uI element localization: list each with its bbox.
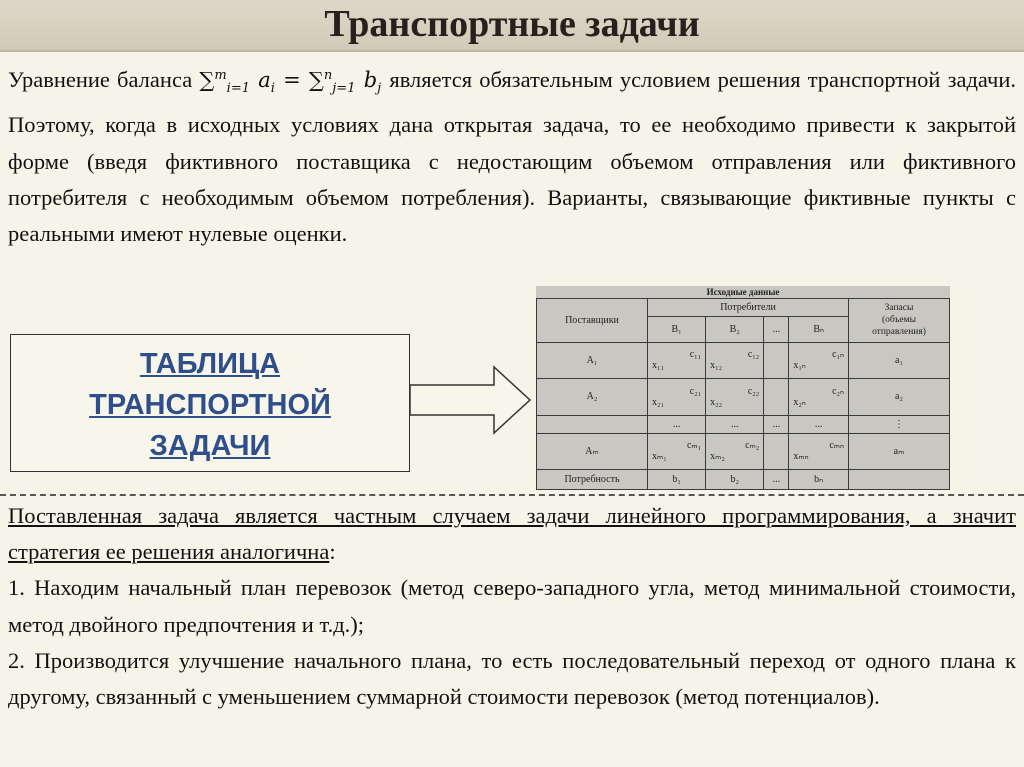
box-line-3: ЗАДАЧИ <box>149 430 271 462</box>
cost-cell <box>789 342 849 379</box>
stock-header-line: (объемы <box>881 315 917 325</box>
balance-formula <box>199 68 389 97</box>
plan-value: x₂₂ <box>710 396 723 408</box>
plan-value: x₂₁ <box>652 396 664 408</box>
cost-cell <box>706 433 764 470</box>
stock-value: aₘ <box>849 433 950 470</box>
sum-lower-limit: j=1 <box>332 81 356 97</box>
demand-value: ... <box>764 470 789 490</box>
strategy-statement: Поставленная задача является частным случаем задачи линейного программирования, а значит стратегия ее решения аналогична <box>8 503 1016 565</box>
variable-index: j <box>377 81 382 97</box>
cost-cell <box>764 342 789 379</box>
stock-value: ⋮ <box>849 415 950 433</box>
table-row <box>537 415 950 433</box>
table-row <box>537 342 950 379</box>
transport-table <box>536 286 950 490</box>
cost-cell <box>648 342 706 379</box>
intro-rest: является обязательным условием решения транспортной задачи. Поэтому, когда в исходных условиях дана открытая задача, то ее необходимо привести к закрытой форме (введя фиктивного поставщика с недостающим объемом отправления или фиктивного потребителя с необходимым объемом потребления). Варианты, связывающие фиктивные пункты с реальными имеют нулевые оценки. <box>8 67 1016 246</box>
plan-value: x₁₁ <box>652 360 664 372</box>
plan-value: xₘ₂ <box>710 451 725 463</box>
slide-title: Транспортные задачи <box>324 3 700 45</box>
stock-header <box>849 298 950 342</box>
demand-row <box>537 470 950 490</box>
cost-value: c₂₁ <box>689 385 702 397</box>
consumer-col-header: ... <box>764 316 789 342</box>
stock-value: a₂ <box>849 379 950 416</box>
demand-value: bₙ <box>789 470 849 490</box>
plan-value: x₁ₙ <box>793 360 806 372</box>
plan-value: x₂ₙ <box>793 396 806 408</box>
demand-empty <box>849 470 950 490</box>
right-arrow-icon <box>408 365 532 435</box>
cost-value: c₁₁ <box>689 349 702 361</box>
consumer-col-header: B₁ <box>648 316 706 342</box>
strategy-section <box>8 498 1016 715</box>
sum-lower-limit: i=1 <box>226 81 250 97</box>
ellipsis-cell: ... <box>706 415 764 433</box>
cost-value: cₘ₁ <box>686 440 702 452</box>
stock-value: a₁ <box>849 342 950 379</box>
variable-index: i <box>270 81 275 97</box>
consumer-col-header: Bₙ <box>789 316 849 342</box>
demand-value: b₁ <box>648 470 706 490</box>
cost-cell <box>789 379 849 416</box>
supplier-label: A₂ <box>537 379 648 416</box>
table-row <box>537 433 950 470</box>
table-caption: Исходные данные <box>537 286 950 298</box>
ellipsis-cell: ... <box>764 415 789 433</box>
demand-value: b₂ <box>706 470 764 490</box>
cost-value: c₂ₙ <box>832 385 844 397</box>
consumer-col-header: B₂ <box>706 316 764 342</box>
cost-value: c₂₂ <box>747 385 760 397</box>
sum-upper-limit: m <box>214 68 227 83</box>
sum-symbol: ∑ <box>199 68 215 92</box>
cost-value: c₁ₙ <box>832 349 844 361</box>
table-row <box>537 379 950 416</box>
supplier-label: A₁ <box>537 342 648 379</box>
cost-cell <box>789 433 849 470</box>
stock-header-line: Запасы <box>884 303 914 313</box>
variable: a <box>258 68 271 92</box>
section-divider <box>0 494 1024 496</box>
supplier-label <box>537 415 648 433</box>
cost-cell <box>764 433 789 470</box>
cost-value: c₁₂ <box>747 349 760 361</box>
intro-lead: Уравнение баланса <box>8 67 193 92</box>
supplier-label: Aₘ <box>537 433 648 470</box>
strategy-colon: : <box>329 539 336 565</box>
cost-value: cₘₙ <box>829 440 844 452</box>
equals-sign: = <box>283 68 301 92</box>
strategy-step-1: 1. Находим начальный план перевозок (метод северо-западного угла, метод минимальной стоимости, метод двойного предпочтения и т.д.); <box>8 575 1016 637</box>
plan-value: xₘ₁ <box>652 451 667 463</box>
cost-cell <box>648 379 706 416</box>
consumers-header: Потребители <box>648 298 849 316</box>
plan-value: x₁₂ <box>710 360 723 372</box>
plan-value: xₘₙ <box>793 451 809 463</box>
strategy-step-2: 2. Производится улучшение начального плана, то есть последовательный переход от одного плана к другому, связанный с уменьшением суммарной стоимости перевозок (метод потенциалов). <box>8 647 1016 710</box>
ellipsis-cell: ... <box>789 415 849 433</box>
cost-value: cₘ₂ <box>745 440 760 452</box>
cost-cell <box>706 342 764 379</box>
stock-header-line: отправления) <box>872 327 926 337</box>
transport-table-image <box>536 286 950 490</box>
transport-table-link[interactable] <box>10 344 410 467</box>
cost-cell <box>706 379 764 416</box>
cost-cell <box>648 433 706 470</box>
box-line-1: ТАБЛИЦА <box>139 348 281 380</box>
intro-paragraph <box>8 58 1016 252</box>
box-line-2: ТРАНСПОРТНОЙ <box>89 389 331 421</box>
demand-label: Потребность <box>537 470 648 490</box>
variable: b <box>363 68 378 92</box>
ellipsis-cell: ... <box>648 415 706 433</box>
cost-cell <box>764 379 789 416</box>
suppliers-header: Поставщики <box>537 298 648 342</box>
sum-symbol: ∑ <box>308 68 324 92</box>
sum-upper-limit: n <box>323 68 333 83</box>
strategy-intro <box>8 498 1016 570</box>
